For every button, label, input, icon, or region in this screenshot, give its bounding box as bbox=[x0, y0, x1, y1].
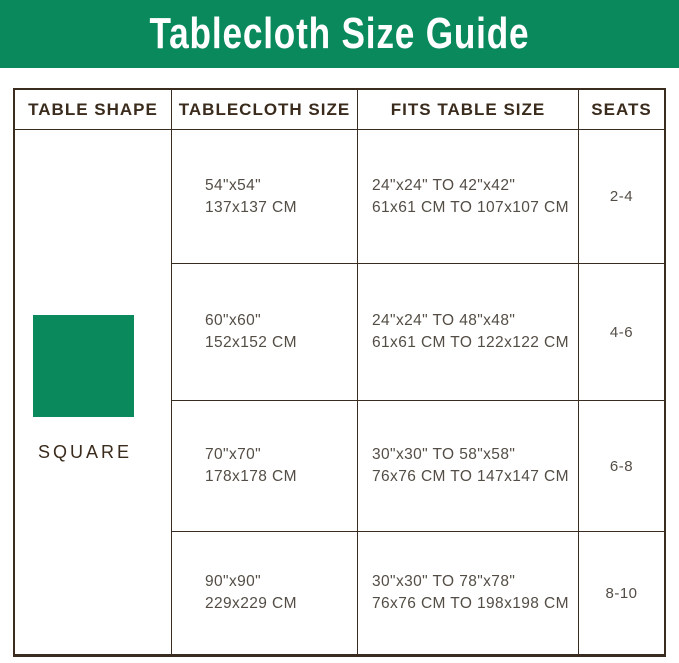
column-header-seats: SEATS bbox=[579, 90, 664, 130]
table-row-1-fits-table-size bbox=[358, 130, 579, 264]
column-header-tablecloth-size: TABLECLOTH SIZE bbox=[172, 90, 358, 130]
table-row-1-seats: 2-4 bbox=[579, 130, 664, 264]
fits-cm: 76x76 CM TO 147x147 CM bbox=[372, 468, 569, 485]
size-cm: 178x178 CM bbox=[205, 468, 297, 485]
table-row-3-tablecloth-size bbox=[172, 401, 358, 532]
column-header-table-shape: TABLE SHAPE bbox=[15, 90, 172, 130]
table-row-3-fits-table-size bbox=[358, 401, 579, 532]
size-inches: 60"x60" bbox=[205, 312, 262, 329]
shape-label: SQUARE bbox=[37, 442, 133, 462]
size-cm: 152x152 CM bbox=[205, 334, 297, 351]
table-row-4-tablecloth-size bbox=[172, 532, 358, 654]
table-row-4-fits-table-size bbox=[358, 532, 579, 654]
size-guide-table bbox=[13, 88, 666, 657]
size-cm: 137x137 CM bbox=[205, 198, 297, 216]
fits-cm: 76x76 CM TO 198x198 CM bbox=[372, 595, 569, 612]
table-row-2-seats: 4-6 bbox=[579, 264, 664, 401]
table-row-1-tablecloth-size bbox=[172, 130, 358, 264]
page-title: Tablecloth Size Guide bbox=[149, 9, 530, 58]
size-inches: 90"x90" bbox=[205, 573, 262, 590]
table-row-2-fits-table-size bbox=[358, 264, 579, 401]
table-shape-cell bbox=[15, 130, 172, 654]
fits-inches: 30"x30" TO 78"x78" bbox=[372, 573, 516, 590]
fits-cm: 61x61 CM TO 122x122 CM bbox=[372, 334, 569, 351]
fits-inches: 30"x30" TO 58"x58" bbox=[372, 446, 516, 463]
table-row-4-seats: 8-10 bbox=[605, 584, 638, 602]
size-inches: 54"x54" bbox=[205, 176, 262, 194]
table-row-2-tablecloth-size bbox=[172, 264, 358, 401]
fits-cm: 61x61 CM TO 107x107 CM bbox=[372, 198, 569, 216]
fits-inches: 24"x24" TO 42"x42" bbox=[372, 176, 516, 194]
size-cm: 229x229 CM bbox=[205, 595, 297, 612]
title-banner bbox=[0, 0, 679, 68]
column-header-fits-table-size: FITS TABLE SIZE bbox=[358, 90, 579, 130]
size-inches: 70"x70" bbox=[205, 446, 262, 463]
square-shape-swatch bbox=[33, 315, 134, 417]
table-row-3-seats: 6-8 bbox=[579, 401, 664, 532]
fits-inches: 24"x24" TO 48"x48" bbox=[372, 312, 516, 329]
